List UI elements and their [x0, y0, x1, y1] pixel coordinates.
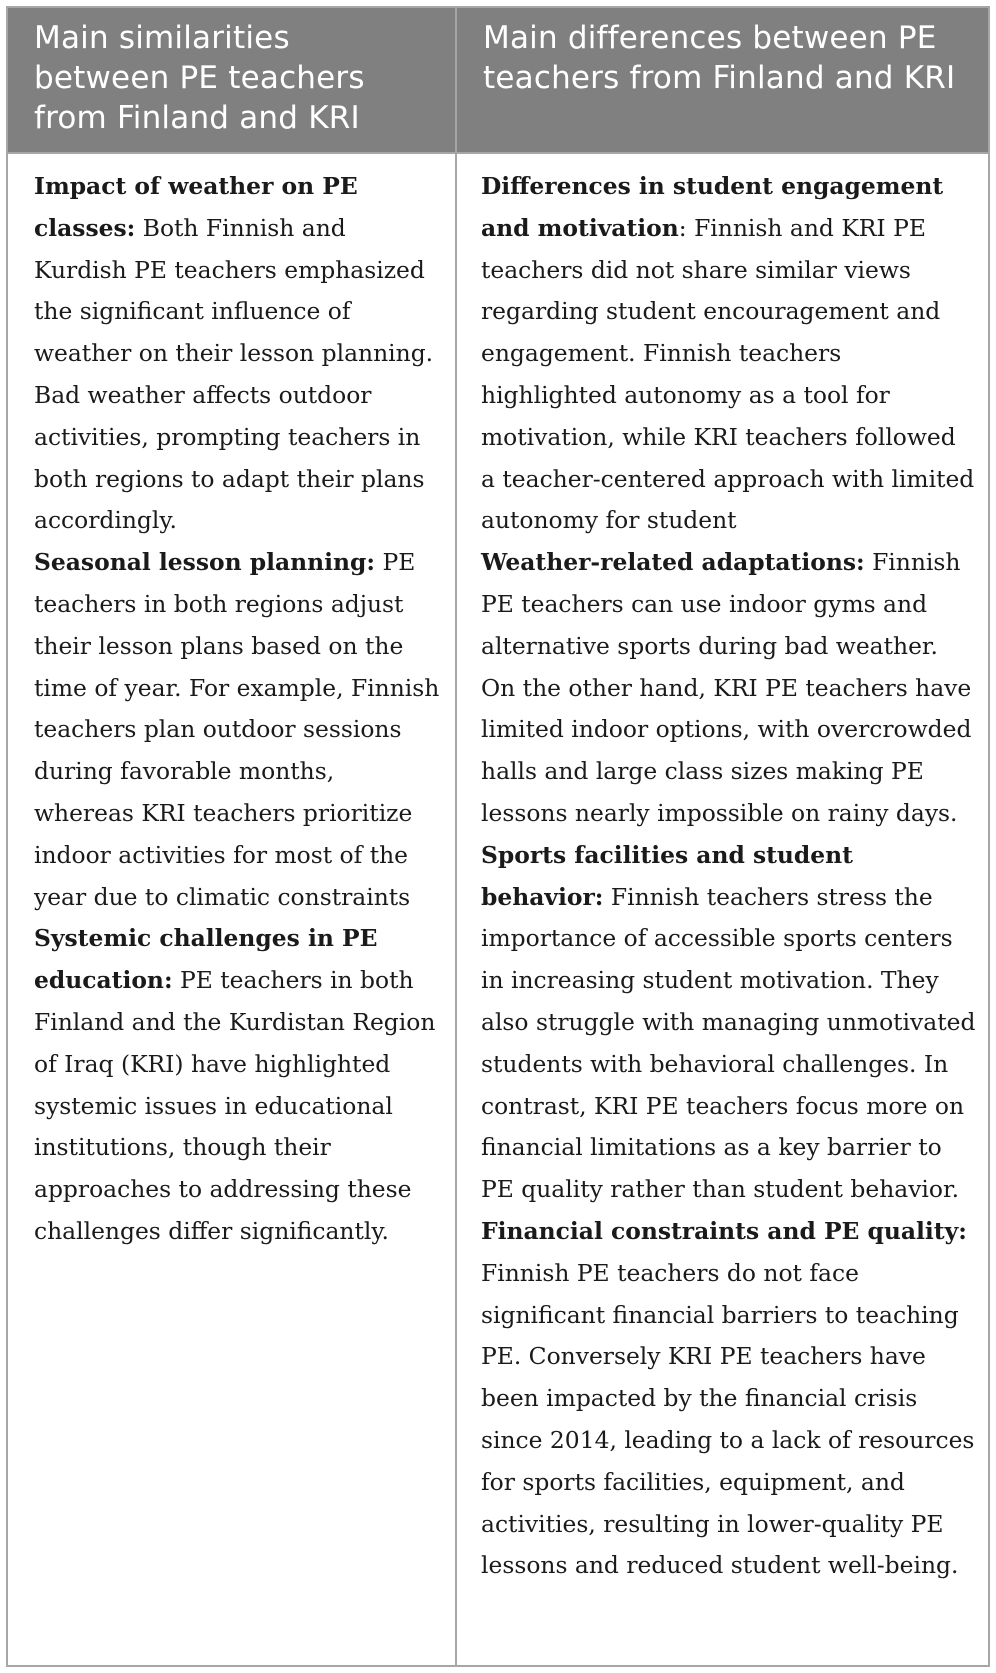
difference-financial-constraints — [481, 1211, 976, 1587]
entry-text: Finnish PE teachers can use indoor gyms and alternative sports during bad weather. On the other hand, KRI PE teachers have limited indoor options, with overcrowded halls and large class sizes making PE lessons nearly impossible on rainy days. — [481, 548, 972, 827]
table-header-row — [8, 8, 988, 153]
header-differences: Main differences between PE teachers from Finland and KRI — [456, 8, 988, 153]
entry-title: Seasonal lesson planning: — [34, 548, 376, 577]
differences-cell — [456, 153, 988, 1665]
difference-weather-adaptations — [481, 542, 976, 835]
entry-title-suffix: : — [678, 213, 687, 242]
header-similarities: Main similarities between PE teachers from Finland and KRI — [8, 8, 456, 153]
entry-text: Finnish PE teachers do not face significant financial barriers to teaching PE. Conversely KRI PE teachers have been impacted by the financial crisis since 2014, leading to a lack of resources for sports facilities, equipment, and activities, resulting in lower-quality PE lessons and reduced student well-being. — [481, 1258, 975, 1580]
similarity-weather-impact — [34, 166, 441, 542]
comparison-table — [8, 8, 988, 1665]
entry-title: Financial constraints and PE quality: — [481, 1216, 967, 1245]
entry-title: Impact of weather on PE classes: — [34, 172, 358, 242]
entry-text: Finnish teachers stress the importance of accessible sports centers in increasing student motivation. They also struggle with managing unmotivated students with behavioral challenges. In contrast, KRI PE teachers focus more on financial limitations as a key barrier to PE quality rather than student behavior. — [481, 882, 976, 1204]
similarity-systemic-challenges — [34, 918, 441, 1252]
entry-title: Weather-related adaptations: — [481, 548, 865, 577]
entry-title: Systemic challenges in PE education: — [34, 924, 378, 995]
difference-student-engagement — [481, 166, 976, 542]
table-body-row — [8, 153, 988, 1665]
comparison-table-container — [6, 6, 990, 1667]
entry-text: Both Finnish and Kurdish PE teachers emphasized the significant influence of weather on their lesson planning. Bad weather affects outdoor activities, prompting teachers in both regions to adapt their plans accordingly. — [34, 213, 434, 535]
entry-text: PE teachers in both Finland and the Kurdistan Region of Iraq (KRI) have highlighted systemic issues in educational institutions, though their approaches to addressing these challenges differ significantly. — [34, 966, 436, 1245]
similarities-cell — [8, 153, 456, 1665]
difference-sports-facilities — [481, 835, 976, 1211]
entry-text: PE teachers in both regions adjust their lesson plans based on the time of year. For example, Finnish teachers plan outdoor sessions during favorable months, whereas KRI teachers prioritize indoor activities for most of the year due to climatic constraints — [34, 548, 440, 911]
entry-text: Finnish and KRI PE teachers did not share similar views regarding student encouragement and engagement. Finnish teachers highlighted autonomy as a tool for motivation, while KRI teachers followed a teacher-centered approach with limited autonomy for student — [481, 213, 975, 535]
entry-title: Differences in student engagement and motivation — [481, 172, 944, 242]
similarity-seasonal-planning — [34, 542, 441, 918]
entry-title: Sports facilities and student behavior: — [481, 840, 853, 911]
